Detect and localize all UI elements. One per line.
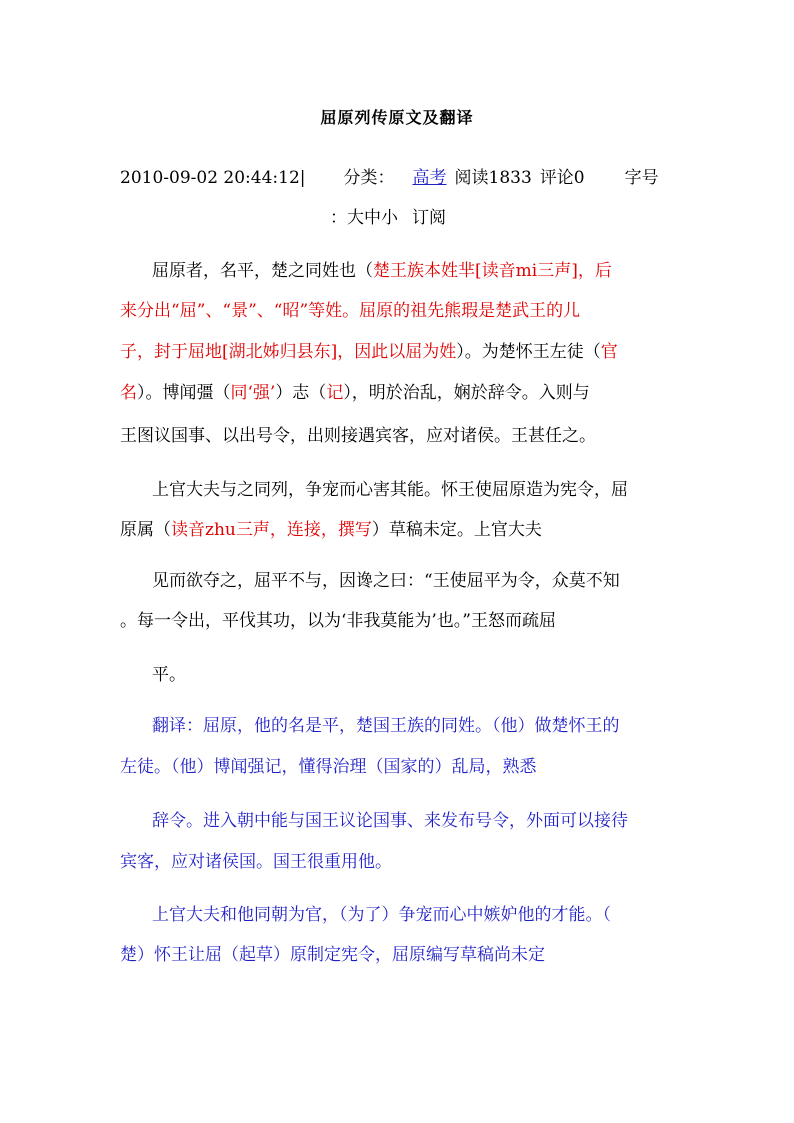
para2-line2 xyxy=(120,518,542,542)
annotation-run: 子，封于屈地[湖北姊归县东]，因此以屈为姓 xyxy=(120,342,457,362)
annotation-run: 名 xyxy=(120,383,137,403)
font-size-options[interactable]: 大中小 xyxy=(347,208,398,228)
translation1-line1: 翻译：屈原，他的名是平，楚国王族的同姓。（他）做楚怀王的 xyxy=(152,716,620,736)
para3-line2: 。每一令出，平伐其功，以为‘非我莫能为’也。”王怒而疏屈 xyxy=(120,611,556,631)
text-run: ）。为楚怀王左徒（ xyxy=(456,342,601,362)
text-run: ），明於治乱，娴於辞令。入则与 xyxy=(343,383,590,403)
text-run: ）。博闻彊（ xyxy=(137,383,231,403)
meta-line xyxy=(120,166,659,190)
text-run: 原属（ xyxy=(120,520,171,540)
para1-line5: 王图议国事、以出号令，出则接遇宾客，应对诸侯。王甚任之。 xyxy=(120,426,596,446)
text-run: ）志（ xyxy=(275,383,327,403)
annotation-run: 记 xyxy=(326,383,344,403)
post-datetime: 2010-09-02 20:44:12| xyxy=(120,168,306,188)
para3-line1: 见而欲夺之，屈平不与，因谗之曰：“王使屈平为令，众莫不知 xyxy=(152,571,620,591)
text-run: 屈原者，名平，楚之同姓也（ xyxy=(152,261,373,281)
para1-line2: 来分出“屈”、“景”、“昭”等姓。屈原的祖先熊瑕是楚武王的儿 xyxy=(120,301,581,321)
category-link[interactable]: 高考 xyxy=(412,168,447,188)
category-label: 分类： xyxy=(343,168,395,188)
annotation-run: 读音zhu三声，连接，撰写 xyxy=(171,520,372,540)
translation1-line2: 左徒。（他）博闻强记，懂得治理（国家的）乱局，熟悉 xyxy=(120,757,537,777)
annotation-run: 官 xyxy=(600,342,618,362)
translation2-line2: 宾客，应对诸侯国。国王很重用他。 xyxy=(120,852,392,872)
translation3-line1: 上官大夫和他同朝为官，（为了）争宠而心中嫉妒他的才能。（ xyxy=(152,905,611,925)
annotation-run: 同‘强’ xyxy=(230,383,276,403)
text-run: ）草稿未定。上官大夫 xyxy=(371,520,542,540)
para2-line1: 上官大夫与之同列，争宠而心害其能。怀王使屈原造为宪令，屈 xyxy=(152,480,628,500)
font-size-colon: ： xyxy=(330,208,347,228)
document-title: 屈原列传原文及翻译 xyxy=(320,108,474,127)
comment-count[interactable]: 评论0 xyxy=(539,168,585,188)
para3-line3: 平。 xyxy=(152,665,186,685)
para1-line1 xyxy=(152,259,612,283)
subscribe-link[interactable]: 订阅 xyxy=(412,208,446,228)
para1-line3 xyxy=(120,340,618,364)
font-size-label: 字号 xyxy=(624,168,659,188)
meta-line-2 xyxy=(330,206,446,230)
translation2-line1: 辞令。进入朝中能与国王议论国事、来发布号令，外面可以接待 xyxy=(152,811,628,831)
read-count: 阅读1833 xyxy=(454,168,532,188)
translation3-line2: 楚）怀王让屈（起草）原制定宪令，屈原编写草稿尚未定 xyxy=(120,945,545,965)
para1-line4 xyxy=(120,381,590,405)
annotation-run: 楚王族本姓芈[读音mi三声]，后 xyxy=(373,261,612,281)
